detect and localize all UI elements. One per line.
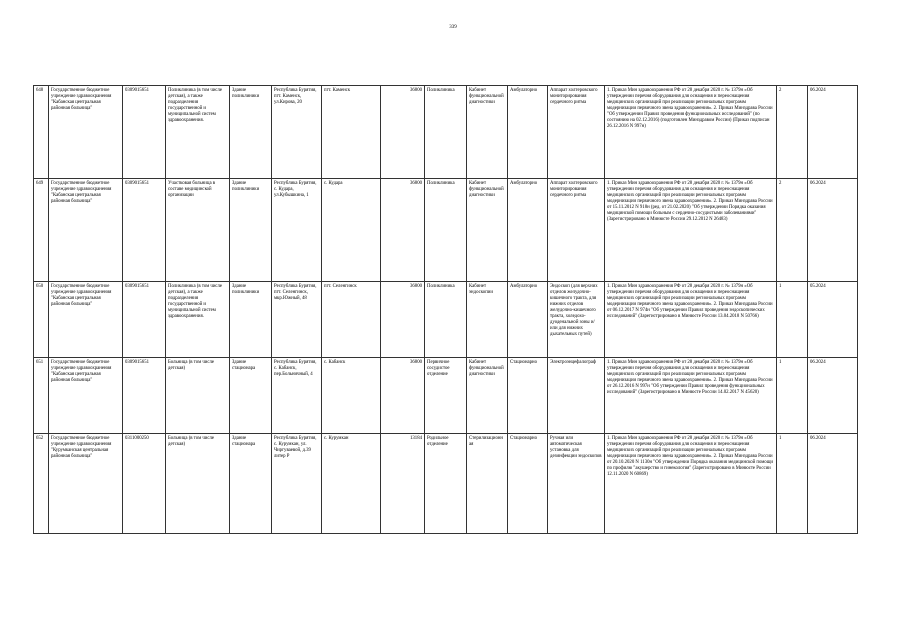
table-row xyxy=(34,86,858,179)
legal-basis-cell: 1. Приказ Мин здравоохранения РФ от 28 декабря 2020 г. № 1379н «Об утверждении перечня оборудования для оснащения и переоснащения медицинских организаций при реализации региональных программ модернизации первичного звена здравоохранения». 2. Приказ Минздрава России от 20.10.2020 N 1130н "Об утверждении Порядка оказания медицинской помощи по профилю "акушерство и гинекология" (Зарегистрировано в Минюсте России 12.11.2020 N 60869) xyxy=(605,434,777,534)
room-cell: Кабинет эндоскопии xyxy=(467,282,508,358)
care-conditions-cell: Стационарно xyxy=(508,434,548,534)
subdivision-type-cell: Больница (в том числе детская) xyxy=(166,358,230,434)
room-cell: Кабинет функциональной диагностики xyxy=(467,179,508,282)
quantity-cell: 1 xyxy=(777,282,808,358)
department-cell: Поликлиника xyxy=(425,86,467,179)
population-cell: 36800 xyxy=(381,358,425,434)
room-cell: Кабинет функциональной диагностики xyxy=(467,358,508,434)
table-row xyxy=(34,434,858,534)
delivery-date-cell: 06.2024 xyxy=(808,434,858,534)
department-cell: Родильное отделение xyxy=(425,434,467,534)
room-cell: Стерилизационная xyxy=(467,434,508,534)
address-cell: Республика Бурятия, с. Кудара, ул.Кубышкина, 1 xyxy=(272,179,322,282)
settlement-cell: с. Курумкан xyxy=(322,434,381,534)
table-row xyxy=(34,358,858,434)
care-conditions-cell: Стационарно xyxy=(508,358,548,434)
equipment-cell: Электроэнцефалограф xyxy=(548,358,605,434)
organization-cell: Государственное бюджетное учреждение здравоохранения "Кабанская центральная районная больница" xyxy=(49,282,123,358)
legal-basis-cell: 1. Приказ Мин здравоохранения РФ от 28 декабря 2020 г. № 1379н «Об утверждении перечня оборудования для оснащения и переоснащения медицинских организаций при реализации региональных программ модернизации первичного звена здравоохранения». 2. Приказ Минздрава России от 26.12.2016 N 997н "Об утверждении Правил проведения функциональных исследований" (Зарегистрировано в Минюсте России 14.02.2017 N 45620) xyxy=(605,358,777,434)
delivery-date-cell: 06.2024 xyxy=(808,179,858,282)
care-conditions-cell: Амбулаторно xyxy=(508,179,548,282)
legal-basis-cell: 1. Приказ Мин здравоохранения РФ от 28 декабря 2020 г. № 1379н «Об утверждении перечня оборудования для оснащения и переоснащения медицинских организаций при реализации региональных программ модернизации первичного звена здравоохранения». 2. Приказ Минздрава России от 15.11.2012 N 918н (ред. от 21.02.2020) "Об утверждении Порядка оказания медицинской помощи больным с сердечно-сосудистыми заболеваниями" (Зарегистрировано в Минюсте России 29.12.2012 N 26483) xyxy=(605,179,777,282)
org-code-cell: 0311000250 xyxy=(123,434,166,534)
care-conditions-cell: Амбулаторно xyxy=(508,282,548,358)
building-cell: Здание поликлиники xyxy=(230,86,272,179)
table-row xyxy=(34,282,858,358)
address-cell: Республика Бурятия, с. Курумкан, ул. Чиргуваевой, д.39 литер Р xyxy=(272,434,322,534)
legal-basis-cell: 1. Приказ Мин здравоохранения РФ от 28 декабря 2020 г. № 1379н «Об утверждении перечня оборудования для оснащения и переоснащения медицинских организаций при реализации региональных программ модернизации первичного звена здравоохранения». 2. Приказ Минздрава России "Об утверждении Правил проведения функциональных исследований" (по состоянию на 02.12.2016) (подготовлен Минздравом России) (Приказ подписан 26.12.2016 N 997н) xyxy=(605,86,777,179)
settlement-cell: с. Кабанск xyxy=(322,358,381,434)
address-cell: Республика Бурятия, пгт. Селенгинск, мкр.Южный, 48 xyxy=(272,282,322,358)
settlement-cell: пгт. Селенгинск xyxy=(322,282,381,358)
department-cell: Поликлиника xyxy=(425,179,467,282)
department-cell: Первичное сосудистое отделение xyxy=(425,358,467,434)
organization-cell: Государственное бюджетное учреждение здравоохранения "Кабанская центральная районная больница" xyxy=(49,179,123,282)
building-cell: Здание стационара xyxy=(230,358,272,434)
table-row xyxy=(34,179,858,282)
population-cell: 36800 xyxy=(381,86,425,179)
org-code-cell: 0309015651 xyxy=(123,358,166,434)
quantity-cell: 2 xyxy=(777,86,808,179)
equipment-cell: Аппарат холтеровского мониторирования сердечного ритма xyxy=(548,86,605,179)
equipment-cell: Эндоскоп (для верхних отделов желудочно-кишечного тракта, для нижних отделов желудочно-кишечного тракта, холедохо-дуоденальной зоны и/или для нижних дыхательных путей) xyxy=(548,282,605,358)
delivery-date-cell: 06.2024 xyxy=(808,358,858,434)
equipment-cell: Аппарат холтеровского мониторирования сердечного ритма xyxy=(548,179,605,282)
organization-cell: Государственное бюджетное учреждение здравоохранения "Кабанская центральная районная больница" xyxy=(49,358,123,434)
organization-cell: Государственное бюджетное учреждение здравоохранения "Кабанская центральная районная больница" xyxy=(49,86,123,179)
page-number: 339 xyxy=(449,25,457,30)
settlement-cell: пгт. Каменск xyxy=(322,86,381,179)
subdivision-type-cell: Поликлиника (в том числе детская), а также подразделения государственной и муниципальной систем здравоохранения. xyxy=(166,282,230,358)
address-cell: Республика Бурятия, пгт. Каменск, ул.Кирова, 20 xyxy=(272,86,322,179)
address-cell: Республика Бурятия, с. Кабанск, пер.Больничный, 4 xyxy=(272,358,322,434)
org-code-cell: 0309015651 xyxy=(123,86,166,179)
equipment-cell: Ручная или автоматическая установка для дезинфекции эндоскопов xyxy=(548,434,605,534)
organization-cell: Государственное бюджетное учреждение здравоохранения "Курумканская центральная районная больница" xyxy=(49,434,123,534)
legal-basis-cell: 1. Приказ Мин здравоохранения РФ от 28 декабря 2020 г. № 1379н «Об утверждении перечня оборудования для оснащения и переоснащения медицинских организаций при реализации региональных программ модернизации первичного звена здравоохранения». 2. Приказ Минздрава России от 06.12.2017 N 974н "Об утверждении Правил проведения эндоскопических исследований" (Зарегистрировано в Минюсте России 13.04.2018 N 50766) xyxy=(605,282,777,358)
building-cell: Здание поликлиники xyxy=(230,282,272,358)
building-cell: Здание стационара xyxy=(230,434,272,534)
department-cell: Поликлиника xyxy=(425,282,467,358)
care-conditions-cell: Амбулаторно xyxy=(508,86,548,179)
quantity-cell: 1 xyxy=(777,434,808,534)
population-cell: 36800 xyxy=(381,179,425,282)
building-cell: Здание поликлиники xyxy=(230,179,272,282)
population-cell: 36800 xyxy=(381,282,425,358)
row-number-cell: 652 xyxy=(34,434,49,534)
quantity-cell: 2 xyxy=(777,179,808,282)
row-number-cell: 648 xyxy=(34,86,49,179)
row-number-cell: 651 xyxy=(34,358,49,434)
population-cell: 13184 xyxy=(381,434,425,534)
quantity-cell: 1 xyxy=(777,358,808,434)
settlement-cell: с. Кудара xyxy=(322,179,381,282)
org-code-cell: 0309015651 xyxy=(123,282,166,358)
row-number-cell: 650 xyxy=(34,282,49,358)
org-code-cell: 0309015651 xyxy=(123,179,166,282)
delivery-date-cell: 05.2024 xyxy=(808,282,858,358)
delivery-date-cell: 06.2024 xyxy=(808,86,858,179)
row-number-cell: 649 xyxy=(34,179,49,282)
room-cell: Кабинет функциональной диагностики xyxy=(467,86,508,179)
subdivision-type-cell: Поликлиника (в том числе детская), а также подразделения государственной и муниципальной систем здравоохранения. xyxy=(166,86,230,179)
subdivision-type-cell: Больница (в том числе детская) xyxy=(166,434,230,534)
equipment-registry-table xyxy=(33,85,858,534)
subdivision-type-cell: Участковая больница в составе медицинской организации xyxy=(166,179,230,282)
